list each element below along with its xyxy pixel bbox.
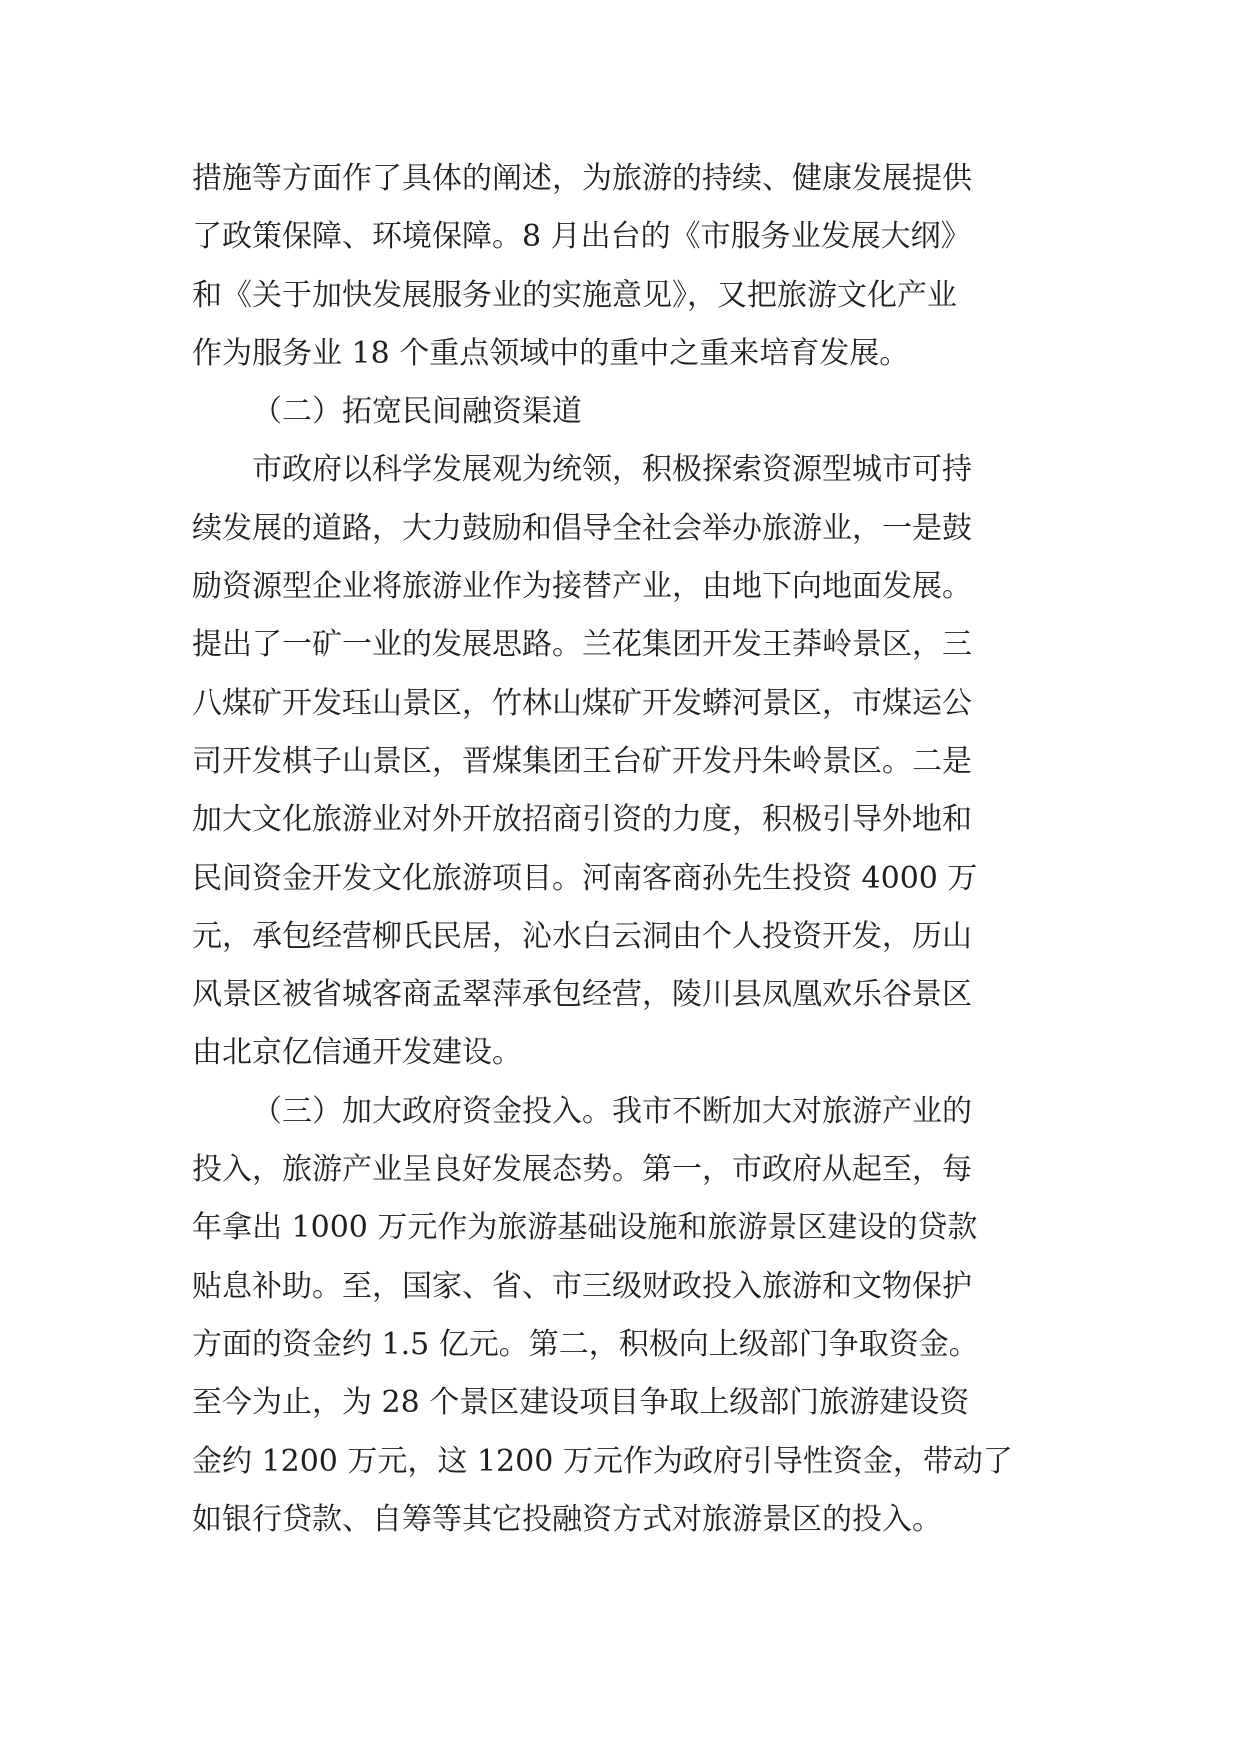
text-line: 民间资金开发文化旅游项目。河南客商孙先生投资 4000 万: [192, 860, 978, 896]
text-line: 年拿出 1000 万元作为旅游基础设施和旅游景区建设的贷款: [192, 1210, 978, 1246]
text-line: 如银行贷款、自筹等其它投融资方式对旅游景区的投入。: [192, 1501, 942, 1537]
document-body: [192, 150, 1052, 1549]
text-line: 续发展的道路，大力鼓励和倡导全社会举办旅游业，一是鼓: [192, 510, 972, 546]
text-line: 至今为止，为 28 个景区建设项目争取上级部门旅游建设资: [192, 1385, 970, 1421]
text-line: 元，承包经营柳氏民居，沁水白云洞由个人投资开发，历山: [192, 918, 972, 954]
text-line: 金约 1200 万元，这 1200 万元作为政府引导性资金，带动了: [192, 1443, 1013, 1479]
text-line: 提出了一矿一业的发展思路。兰花集团开发王莽岭景区，三: [192, 627, 972, 663]
text-line: 司开发棋子山景区，晋煤集团王台矿开发丹朱岭景区。二是: [192, 743, 972, 779]
text-line: 励资源型企业将旅游业作为接替产业，由地下向地面发展。: [192, 569, 972, 605]
text-line: 作为服务业 18 个重点领域中的重中之重来培育发展。: [192, 335, 910, 371]
text-line: 措施等方面作了具体的阐述，为旅游的持续、健康发展提供: [192, 161, 972, 196]
text-line: 投入，旅游产业呈良好发展态势。第一，市政府从起至，每: [192, 1152, 972, 1188]
text-line: 风景区被省城客商孟翠萍承包经营，陵川县凤凰欢乐谷景区: [192, 977, 972, 1013]
text-line: 了政策保障、环境保障。8 月出台的《市服务业发展大纲》: [192, 219, 971, 255]
text-line: 方面的资金约 1.5 亿元。第二，积极向上级部门争取资金。: [192, 1326, 979, 1362]
text-line: 贴息补助。至，国家、省、市三级财政投入旅游和文物保护: [192, 1268, 972, 1304]
text-line: 由北京亿信通开发建设。: [192, 1035, 522, 1071]
text-line: 和《关于加快发展服务业的实施意见》，又把旅游文化产业: [192, 277, 957, 313]
paragraph-start-line: 市政府以科学发展观为统领，积极探索资源型城市可持: [252, 452, 972, 488]
text-line: 加大文化旅游业对外开放招商引资的力度，积极引导外地和: [192, 802, 972, 838]
section-heading: （二）拓宽民间融资渠道: [252, 394, 582, 430]
section-heading: （三）加大政府资金投入。我市不断加大对旅游产业的: [252, 1093, 972, 1129]
text-line: 八煤矿开发珏山景区，竹林山煤矿开发蟒河景区，市煤运公: [192, 685, 972, 721]
